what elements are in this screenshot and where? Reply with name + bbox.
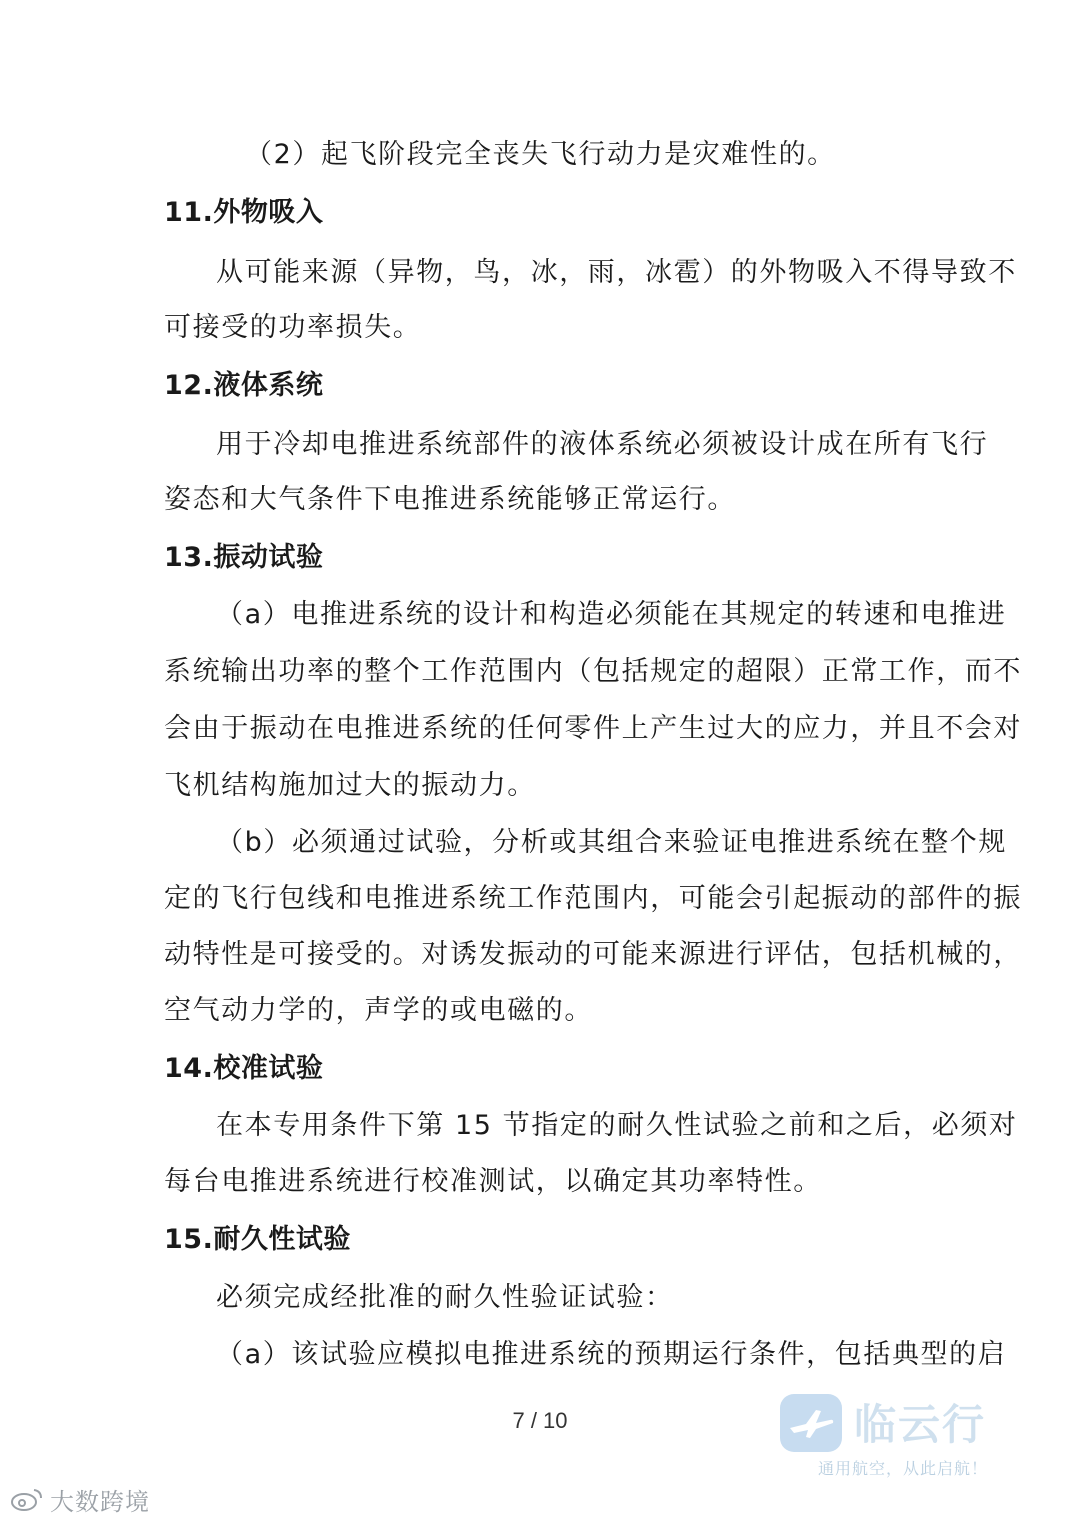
section11-paragraph-line: 可接受的功率损失。 [164, 312, 422, 343]
section12-paragraph-line: 用于冷却电推进系统部件的液体系统必须被设计成在所有飞行 [216, 429, 989, 460]
section13-item-b-line: （b）必须通过试验，分析或其组合来验证电推进系统在整个规 [216, 827, 1007, 858]
page-number: 7 / 10 [512, 1408, 568, 1433]
section13-item-a-line: 飞机结构施加过大的振动力。 [164, 770, 536, 801]
section15-item-a-line: （a）该试验应模拟电推进系统的预期运行条件，包括典型的启 [216, 1339, 1007, 1370]
section14-paragraph-line: 每台电推进系统进行校准测试，以确定其功率特性。 [164, 1166, 822, 1197]
section13-item-b-line: 定的飞行包线和电推进系统工作范围内，可能会引起振动的部件的振 [164, 883, 1022, 914]
heading-section-13: 13.振动试验 [164, 542, 324, 573]
logo-title: 临云行 [854, 1400, 987, 1449]
section11-paragraph-line: 从可能来源（异物，鸟，冰，雨，冰雹）的外物吸入不得导致不 [216, 257, 1017, 288]
brand-logo [780, 1392, 1070, 1512]
section13-item-b-line: 动特性是可接受的。对诱发振动的可能来源进行评估，包括机械的， [164, 939, 1022, 970]
section14-paragraph-line: 在本专用条件下第 15 节指定的耐久性试验之前和之后，必须对 [216, 1110, 1018, 1141]
section13-item-a-line: （a）电推进系统的设计和构造必须能在其规定的转速和电推进 [216, 599, 1007, 630]
heading-section-11: 11.外物吸入 [164, 197, 324, 228]
section12-paragraph-line: 姿态和大气条件下电推进系统能够正常运行。 [164, 484, 736, 515]
section13-item-a-line: 会由于振动在电推进系统的任何零件上产生过大的应力，并且不会对 [164, 713, 1022, 744]
section13-item-b-line: 空气动力学的，声学的或电磁的。 [164, 995, 593, 1026]
section15-paragraph-line: 必须完成经批准的耐久性验证试验： [216, 1282, 674, 1313]
weibo-icon [10, 1486, 44, 1512]
heading-section-14: 14.校准试验 [164, 1053, 324, 1084]
airplane-icon [780, 1394, 842, 1452]
section10-item2: （2）起飞阶段完全丧失飞行动力是灾难性的。 [245, 139, 836, 170]
heading-section-15: 15.耐久性试验 [164, 1224, 351, 1255]
section13-item-a-line: 系统输出功率的整个工作范围内（包括规定的超限）正常工作，而不 [164, 656, 1022, 687]
logo-slogan: 通用航空，从此启航！ [818, 1459, 989, 1478]
heading-section-12: 12.液体系统 [164, 370, 324, 401]
watermark-text: 大数跨境 [50, 1488, 150, 1516]
